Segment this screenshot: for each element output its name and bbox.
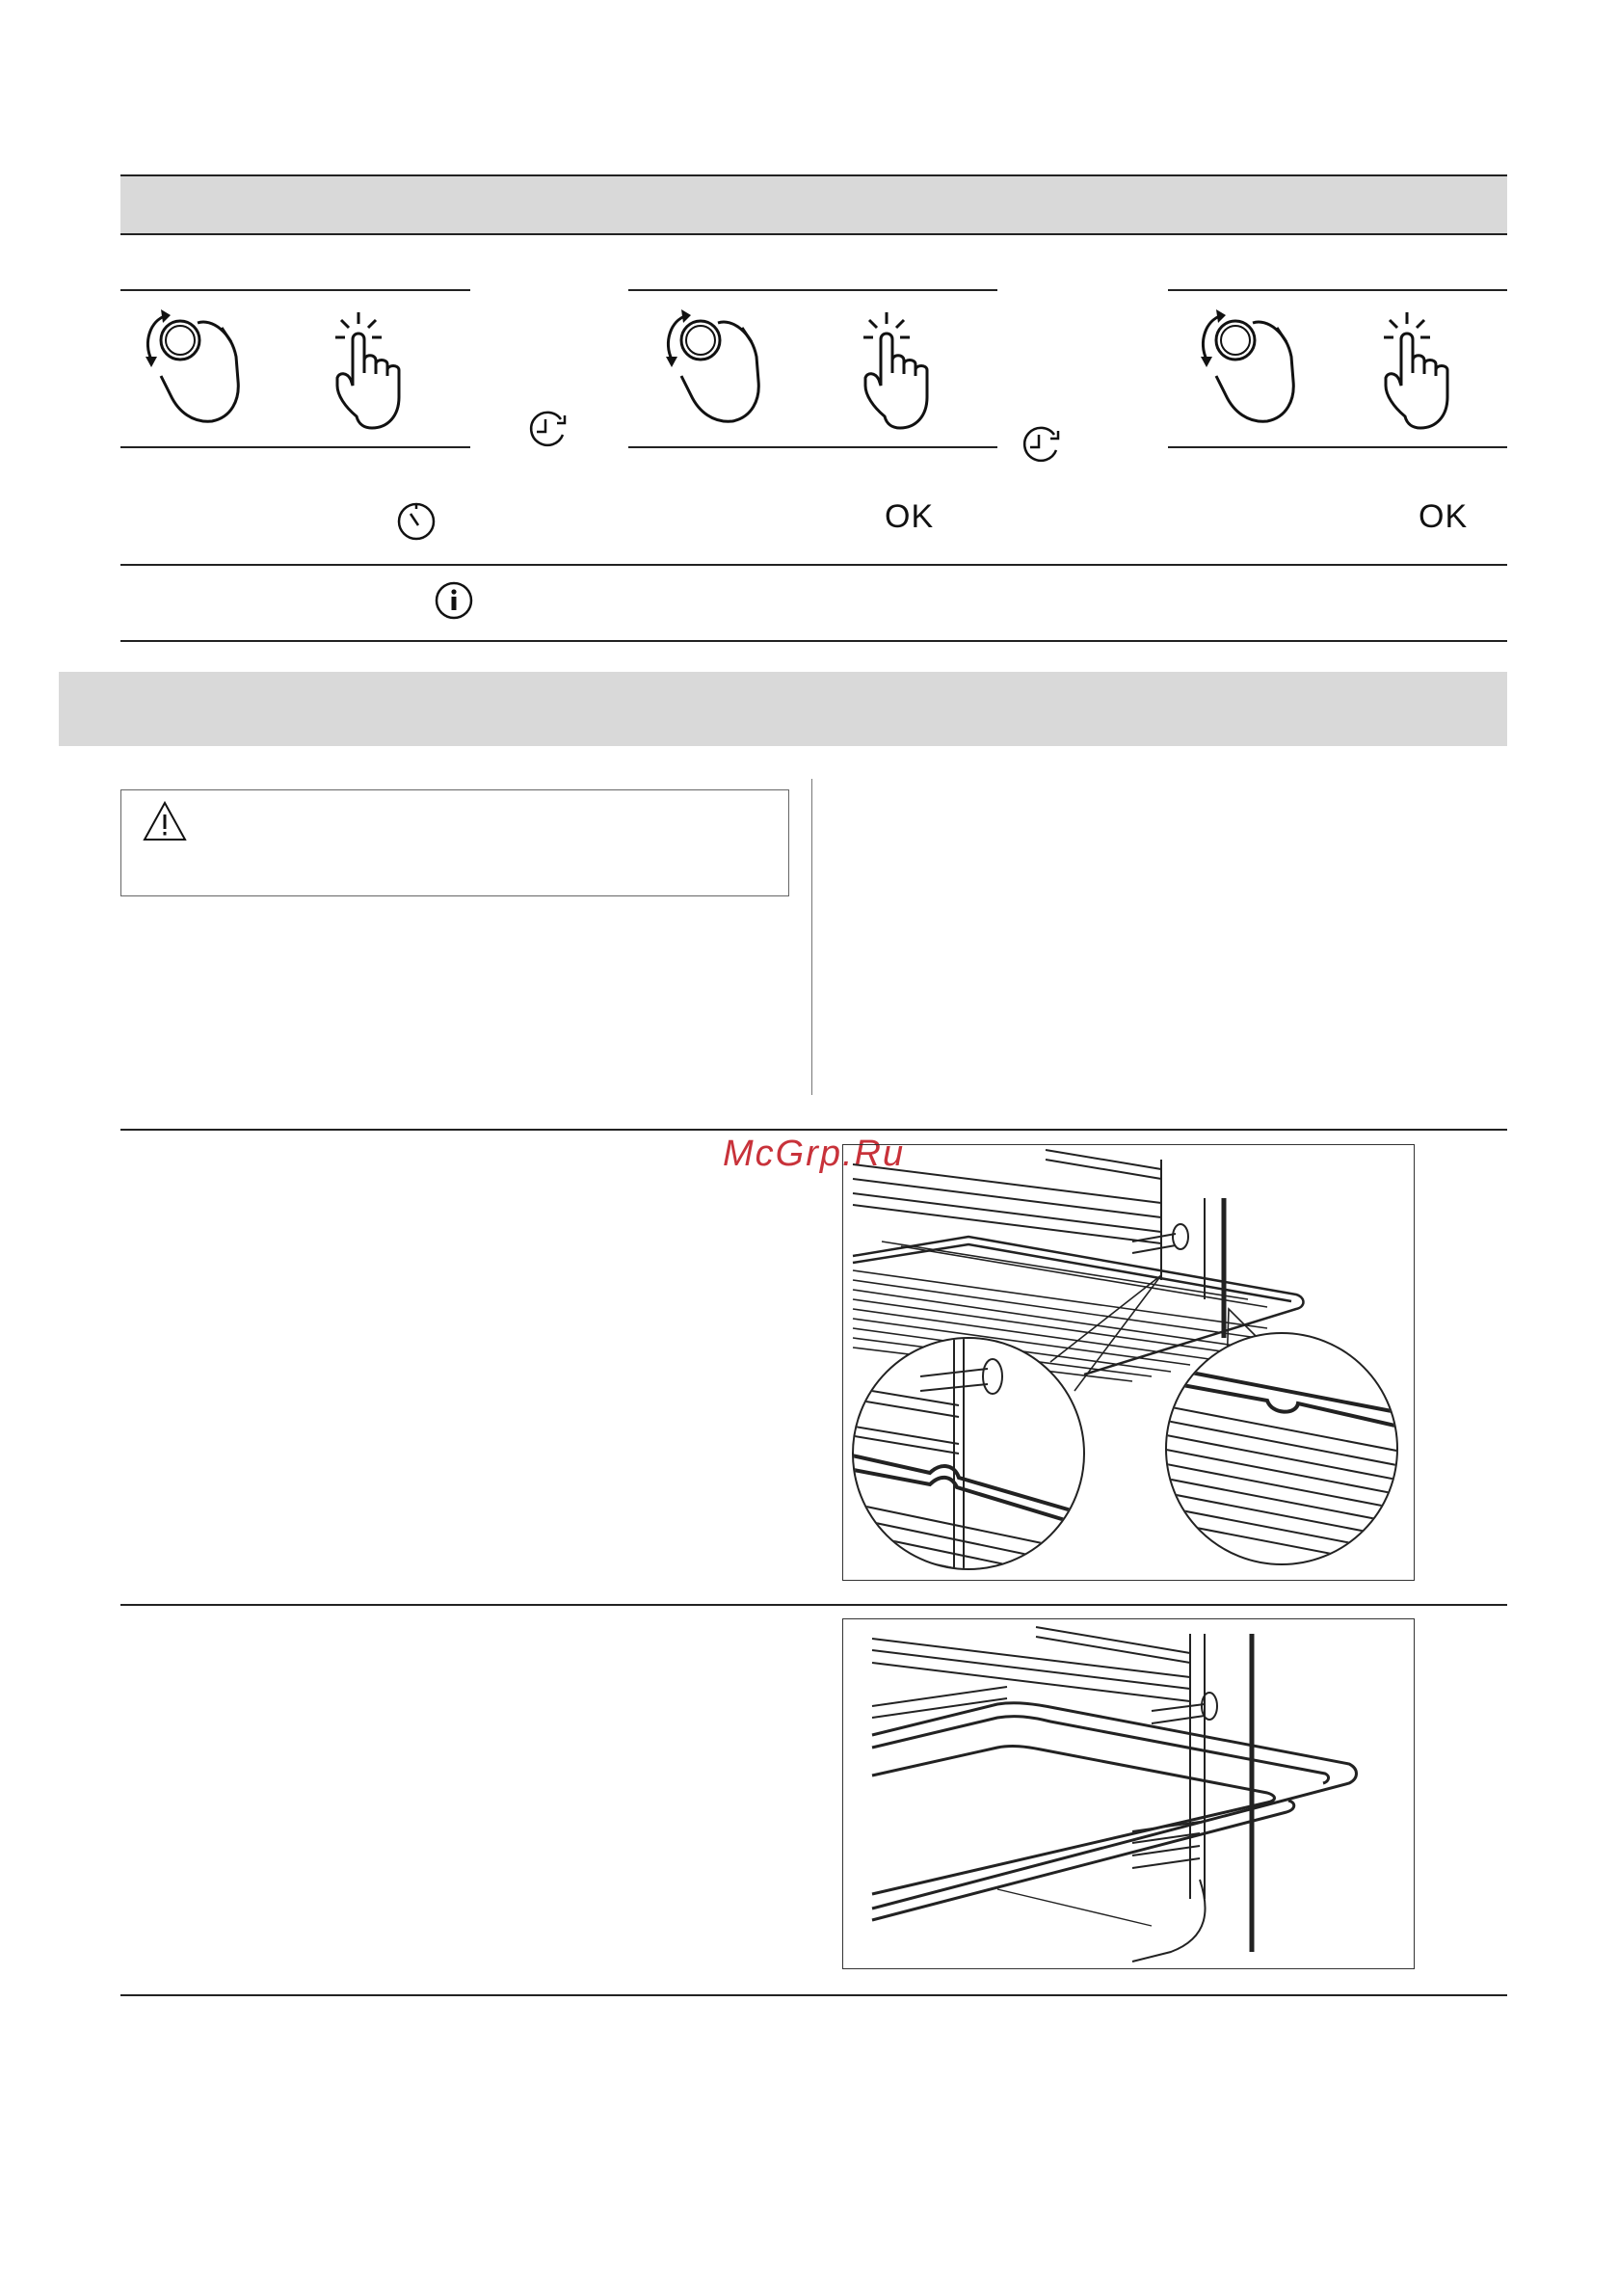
warning-box bbox=[120, 789, 789, 896]
step-2-top-rule bbox=[628, 289, 997, 291]
step-1-top-rule bbox=[120, 289, 470, 291]
step-3-top-rule bbox=[1168, 289, 1507, 291]
step-1-bottom-rule bbox=[120, 446, 470, 448]
column-divider bbox=[811, 779, 812, 1095]
table-top-rule bbox=[120, 174, 1507, 176]
figure-1-top-rule bbox=[120, 1129, 1507, 1131]
table-header-rule bbox=[120, 233, 1507, 235]
knob-turn-icon bbox=[140, 304, 246, 424]
figure-2-bottom-rule bbox=[120, 1994, 1507, 1996]
step-3-bottom-rule bbox=[1168, 446, 1507, 448]
step-2-bottom-rule bbox=[628, 446, 997, 448]
table-header-band bbox=[120, 175, 1507, 233]
wire-shelf-illustration bbox=[842, 1144, 1415, 1581]
table-row-rule bbox=[120, 564, 1507, 566]
clock-arrow-icon bbox=[526, 410, 570, 450]
table-bottom-rule bbox=[120, 640, 1507, 642]
knob-turn-icon bbox=[1195, 304, 1301, 424]
ok-label-step-3: OK bbox=[1419, 498, 1469, 535]
warning-icon bbox=[142, 800, 188, 842]
info-icon bbox=[434, 580, 474, 621]
finger-press-icon bbox=[328, 310, 414, 431]
baking-tray-illustration bbox=[842, 1618, 1415, 1969]
watermark: McGrp.Ru bbox=[723, 1134, 906, 1174]
clock-arrow-icon bbox=[1020, 425, 1064, 466]
figure-1-bottom-rule bbox=[120, 1604, 1507, 1606]
timer-icon bbox=[396, 500, 437, 541]
ok-label-step-2: OK bbox=[885, 498, 935, 535]
finger-press-icon bbox=[856, 310, 942, 431]
knob-turn-icon bbox=[660, 304, 766, 424]
finger-press-icon bbox=[1376, 310, 1463, 431]
section-header-band bbox=[59, 672, 1507, 746]
